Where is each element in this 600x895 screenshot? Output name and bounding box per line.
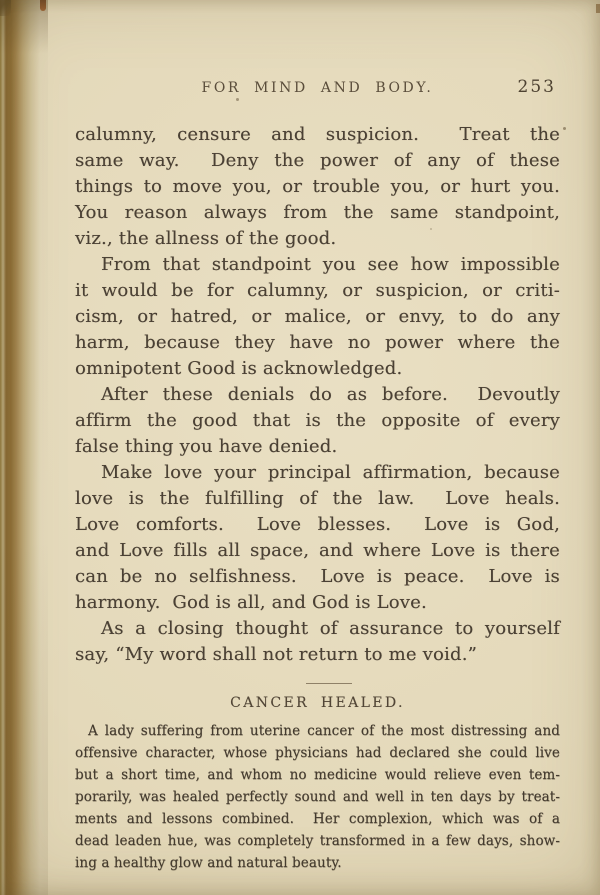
- text-line: viz., the allness of the good.: [75, 228, 337, 249]
- text-line: From that standpoint you see how impossible: [101, 254, 560, 275]
- text-line: harmony. God is all, and God is Love.: [75, 592, 427, 613]
- section-text: [75, 720, 560, 874]
- text-line: Love comforts. Love blesses. Love is God,: [75, 514, 560, 535]
- edge-mark: [596, 4, 600, 13]
- text-line: ing a healthy glow and natural beauty.: [75, 855, 342, 871]
- text-line: Make love your principal affirmation, because: [101, 462, 560, 483]
- text-line: love is the fulfilling of the law. Love heals.: [75, 488, 560, 509]
- text-line: omnipotent Good is acknowledged.: [75, 358, 403, 379]
- text-line: cism, or hatred, or malice, or envy, to do any: [75, 306, 560, 327]
- page-content: [75, 0, 560, 874]
- body-text: [75, 122, 560, 668]
- text-line: A lady suffering from uterine cancer of the most distressing and: [88, 723, 560, 739]
- text-line: dead leaden hue, was completely transformed in a few days, show-: [75, 833, 560, 849]
- text-line: and Love fills all space, and where Love is there: [75, 540, 560, 561]
- text-line: ments and lessons combined. Her complexion, which was of a: [75, 811, 560, 827]
- running-title: FOR MIND AND BODY.: [201, 80, 434, 96]
- text-line: but a short time, and whom no medicine would relieve even tem-: [75, 767, 560, 783]
- paragraph: [75, 616, 560, 668]
- running-header: [75, 77, 560, 100]
- text-line: After these denials do as before. Devoutly: [101, 384, 560, 405]
- text-line: affirm the good that is the opposite of every: [75, 410, 560, 431]
- text-line: same way. Deny the power of any of these: [75, 150, 560, 171]
- text-line: say, “My word shall not return to me void.”: [75, 644, 478, 665]
- text-line: can be no selfishness. Love is peace. Love is: [75, 566, 560, 587]
- paragraph: [75, 460, 560, 616]
- text-line: harm, because they have no power where the: [75, 332, 560, 353]
- page-number: 253: [517, 77, 556, 97]
- paper-speck: [563, 127, 566, 130]
- text-line: false thing you have denied.: [75, 436, 338, 457]
- text-line: You reason always from the same standpoint,: [75, 202, 560, 223]
- paragraph: [75, 382, 560, 460]
- text-line: things to move you, or trouble you, or hurt you.: [75, 176, 560, 197]
- section-heading: CANCER HEALED.: [230, 695, 405, 711]
- paragraph: [75, 252, 560, 382]
- ink-mark: [40, 0, 46, 11]
- text-line: As a closing thought of assurance to yourself: [101, 618, 560, 639]
- text-line: calumny, censure and suspicion. Treat the: [75, 124, 560, 145]
- book-binding-shadow: [0, 0, 48, 895]
- text-line: it would be for calumny, or suspicion, or criti-: [75, 280, 560, 301]
- text-line: offensive character, whose physicians had declared she could live: [75, 745, 560, 761]
- corner-stain: [0, 0, 11, 16]
- section-divider: [306, 683, 352, 684]
- paragraph: [75, 122, 560, 252]
- paragraph: [75, 720, 560, 874]
- text-line: porarily, was healed perfectly sound and well in ten days by treat-: [75, 789, 560, 805]
